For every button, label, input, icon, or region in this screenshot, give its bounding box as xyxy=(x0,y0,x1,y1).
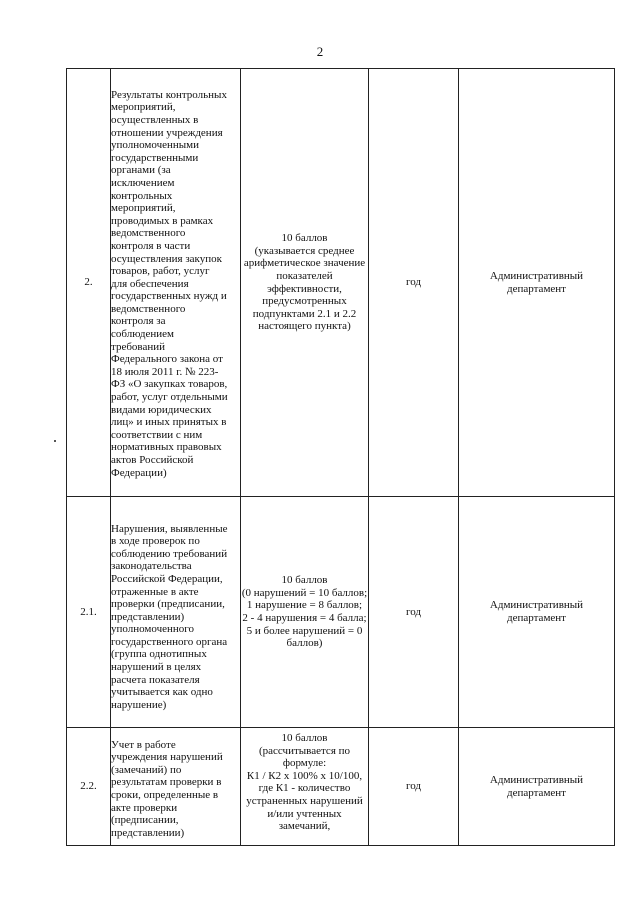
page-number: 2 xyxy=(316,44,324,59)
period-text: год xyxy=(369,69,459,497)
table-row xyxy=(67,728,615,846)
scan-speck xyxy=(54,440,56,442)
row-number: 2.1. xyxy=(67,497,111,728)
row-number: 2. xyxy=(67,69,111,497)
responsible-text: Административный департамент xyxy=(489,599,584,624)
score-text: 10 баллов (0 нарушений = 10 баллов; 1 нарушение = 8 баллов; 2 - 4 нарушения = 4 балла; 5 и более нарушений = 0 баллов) xyxy=(241,574,368,650)
indicator-text: Учет в работе учреждения нарушений (замечаний) по результатам проверки в сроки, определенные в акте проверки (предписании, представлении) xyxy=(111,738,223,839)
score-text: 10 баллов (указывается среднее арифметическое значение показателей эффективности, предусмотренных подпунктами 2.1 и 2.2 настоящего пункта) xyxy=(243,232,366,333)
score-text: 10 баллов (рассчитывается по формуле: К1 / К2 x 100% x 10/100, где К1 - количество устраненных нарушений и/или учтенных замечаний, xyxy=(246,732,363,833)
table-row xyxy=(67,69,615,497)
indicator-text: Нарушения, выявленные в ходе проверок по соблюдению требований законодательства Российской Федерации, отраженные в акте проверки (предписании, представлении) уполномоченного государственного органа (группа однотипных нарушений в целях расчета показателя учитывается как одно нарушение) xyxy=(111,522,228,711)
responsible-text: Административный департамент xyxy=(489,269,584,295)
table-row xyxy=(67,497,615,728)
responsible-text: Административный департамент xyxy=(489,773,584,799)
period-text: год xyxy=(369,497,459,728)
period-text: год xyxy=(369,728,459,846)
row-number: 2.2. xyxy=(67,728,111,846)
indicator-text: Результаты контрольных мероприятий, осуществленных в отношении учреждения уполномоченными государственными органами (за исключением контрольных мероприятий, проводимых в рамках ведомственного контроля в части осуществления закупок товаров, работ, услуг для обеспечения государственных нужд и ведомственного контроля за соблюдением требований Федерального закона от 18 июля 2011 г. № 223- ФЗ «О закупках товаров, работ, услуг отдельными видами юридических лиц» и иных принятых в соответствии с ним нормативных правовых актов Российской Федерации) xyxy=(111,88,228,479)
indicators-table xyxy=(66,68,615,846)
